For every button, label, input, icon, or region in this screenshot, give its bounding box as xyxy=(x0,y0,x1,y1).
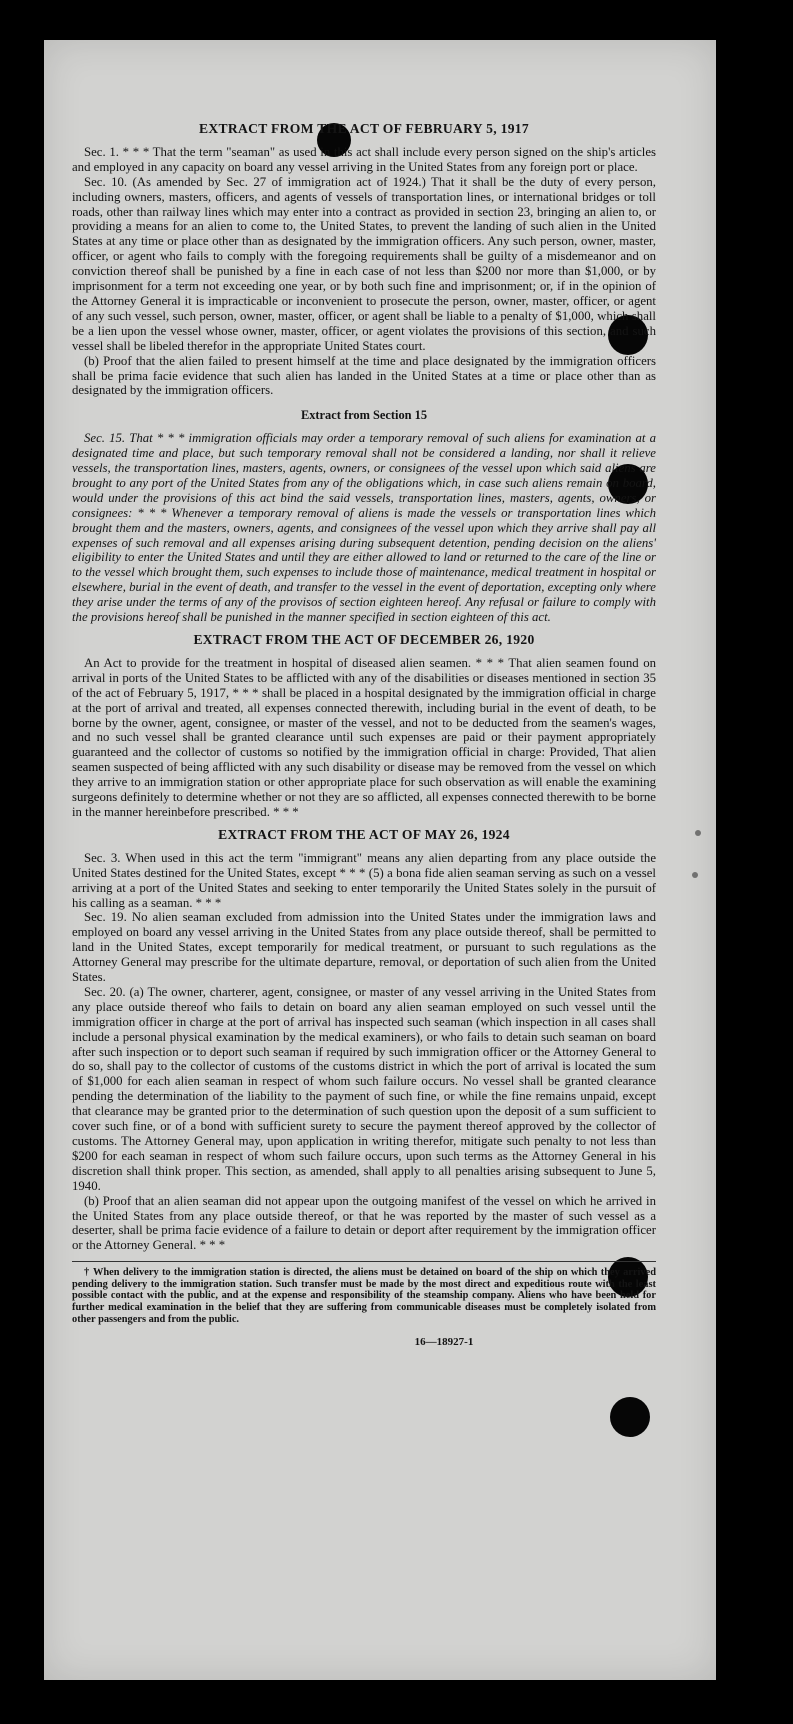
page-title: EXTRACT FROM THE ACT OF FEBRUARY 5, 1917 xyxy=(199,121,529,136)
section-15-paragraph: Sec. 15. That * * * immigration officials may order a temporary removal of such aliens for examination at a designated time and place, but such temporary removal shall not be considered a landing, nor shall it relieve vessels, the transportation lines, masters, agents, owners, or consignees of the vessel upon which said aliens are brought to any port of the United States from any of the obligations which, in case such aliens remain on board, would under the provisions of this act bind the said vessels, transportation lines, masters, agents, owners, or consignees: * * * Whenever a temporary removal of aliens is made the vessels or transportation lines which brought them and the masters, owners, agents, and consignees of the vessel upon which they arrive shall pay all expenses of such removal and all expenses arising during subsequent detention, pending decision on the aliens' eligibility to enter the United States and until they are either allowed to land or returned to the care of the line or to the vessel which brought them, such expenses to include those of maintenance, medical treatment in hospital or elsewhere, burial in the event of death, and transfer to the vessel in the event of deportation, excepting only where they arise under the terms of any of the provisos of section eighteen hereof. Any refusal or failure to comply with the provisions hereof shall be punished in the manner specified in section eighteen of this act. xyxy=(72,431,656,625)
act-1917-paragraph: Sec. 1. * * * That the term "seaman" as used in this act shall include every person signed on the ship's articles and employed in any capacity on board any vessel arriving in the United States from any foreign port or place. xyxy=(72,144,656,174)
act-1924-title: EXTRACT FROM THE ACT OF MAY 26, 1924 xyxy=(218,826,510,842)
act-1924-paragraph: Sec. 20. (a) The owner, charterer, agent, consignee, or master of any vessel arriving in the United States from any place outside thereof who fails to detain on board any alien seaman employed on such vessel until the immigration officer in charge at the port of arrival has inspected such seaman (which inspection in all cases shall include a personal physical examination by the medical examiners), or who fails to detain such seaman on board after such inspection or to deport such seaman if required by such immigration officer or the Attorney General to do so, shall pay to the collector of customs of the customs district in which the port of arrival is located the sum of $1,000 for each alien seaman in respect of whom such failure occurs. No vessel shall be granted clearance pending the determination of the liability to the payment of such fine, or while the fine remains unpaid, except that clearance may be granted prior to the determination of such question upon the deposit of a sum sufficient to cover such fine, or of a bond with sufficient surety to secure the payment thereof approved by the collector of customs. The Attorney General may, upon application in writing therefor, mitigate such penalty to not less than $200 for each seaman in respect of whom such failure occurs, upon such terms as the Attorney General in his discretion shall think proper. This section, as amended, shall apply to all penalties arising subsequent to June 5, 1940. xyxy=(72,984,656,1193)
act-1924-paragraph: (b) Proof that an alien seaman did not appear upon the outgoing manifest of the vessel on which he arrived in the United States from any place outside thereof, or that he was reported by the master of such vessel as a deserter, shall be prima facie evidence of a failure to detain or deport after requirement by the immigration officer or the Attorney General. * * * xyxy=(72,1193,656,1253)
ink-mark xyxy=(695,830,701,836)
footnote-text: † When delivery to the immigration station is directed, the aliens must be detained on board of the ship on which they arrived pending delivery to the immigration station. Such transfer must be made by the most direct and expeditious route with the least possible contact with the public, and at the expense and responsibility of the steamship company. Aliens who have been held for further medical examination in the belief that they are suffering from communicable diseases must be completely isolated from other passengers and from the public. xyxy=(72,1267,656,1325)
act-1920-section xyxy=(72,656,656,820)
section-15-title: Extract from Section 15 xyxy=(300,408,428,423)
ink-mark xyxy=(692,872,698,878)
act-1917-section xyxy=(72,145,656,398)
form-number: 16—18927-1 xyxy=(414,1336,474,1349)
section-15 xyxy=(72,431,656,625)
document-body xyxy=(72,116,656,1350)
footnote xyxy=(72,1261,656,1325)
punch-hole xyxy=(610,1397,650,1437)
act-1924-paragraph: Sec. 3. When used in this act the term "immigrant" means any alien departing from any place outside the United States destined for the United States, except * * * (5) a bona fide alien seaman serving as such on a vessel arriving at a port of the United States and seeking to enter temporarily the United States solely in the pursuit of his calling as a seaman. * * * xyxy=(72,850,656,910)
act-1924-section xyxy=(72,851,656,1253)
act-1920-paragraph: An Act to provide for the treatment in hospital of diseased alien seamen. * * * That alien seamen found on arrival in ports of the United States to be afflicted with any of the disabilities or diseases mentioned in section 35 of the act of February 5, 1917, * * * shall be placed in a hospital designated by the immigration official in charge at the port of arrival and treated, all expenses connected therewith, including burial in the event of death, to be borne by the owner, agent, consignee, or master of the vessel, and not to be deducted from the seamen's wages, and no such vessel shall be granted clearance until such expenses are paid or their payment appropriately guaranteed and the collector of customs so notified by the immigration official in charge: Provided, That alien seamen suspected of being afflicted with any such disability or disease may be removed from the vessel on which they arrive to an immigration station or other appropriate place for such observation as will enable the examining surgeons definitely to determine whether or not they are so afflicted, all expenses connected therewith to be borne in the manner hereinbefore prescribed. * * * xyxy=(72,655,656,819)
act-1924-paragraph: Sec. 19. No alien seaman excluded from admission into the United States under the immigration laws and employed on board any vessel arriving in the United States from any place outside thereof, shall be permitted to land in the United States, except temporarily for medical treatment, or pursuant to such regulations as the Attorney General may prescribe for the ultimate departure, removal, or deportation of such alien from the United States. xyxy=(72,910,656,985)
act-1917-paragraph: Sec. 10. (As amended by Sec. 27 of immigration act of 1924.) That it shall be the duty of every person, including owners, masters, officers, and agents of vessels of transportation lines, or international bridges or toll roads, other than railway lines which may enter into a contract as provided in section 23, bringing an alien to, or providing a means for an alien to come to, the United States, to prevent the landing of such alien in the United States at any time or place other than as designated by the immigration officers. Any such person, owner, master, officer, or agent who fails to comply with the foregoing requirements shall be guilty of a misdemeanor and on conviction thereof shall be punished by a fine in each case of not less than $200 nor more than $1,000, or by imprisonment for a term not exceeding one year, or by both such fine and imprisonment; or, if in the opinion of the Attorney General it is impracticable or inconvenient to prosecute the person, owner, master, officer, or agent of any such vessel, such person, owner, master, officer, or agent shall be liable to a penalty of $1,000, which shall be a lien upon the vessel whose owner, master, officer, or agent violates the provisions of this section, and such vessel shall be libeled therefor in the appropriate United States court. xyxy=(72,174,656,353)
act-1917-paragraph: (b) Proof that the alien failed to present himself at the time and place designated by the immigration officers shall be prima facie evidence that such alien has landed in the United States at a time or place other than as designated by the immigration officers. xyxy=(72,353,656,398)
act-1920-title: EXTRACT FROM THE ACT OF DECEMBER 26, 1920 xyxy=(193,632,535,647)
